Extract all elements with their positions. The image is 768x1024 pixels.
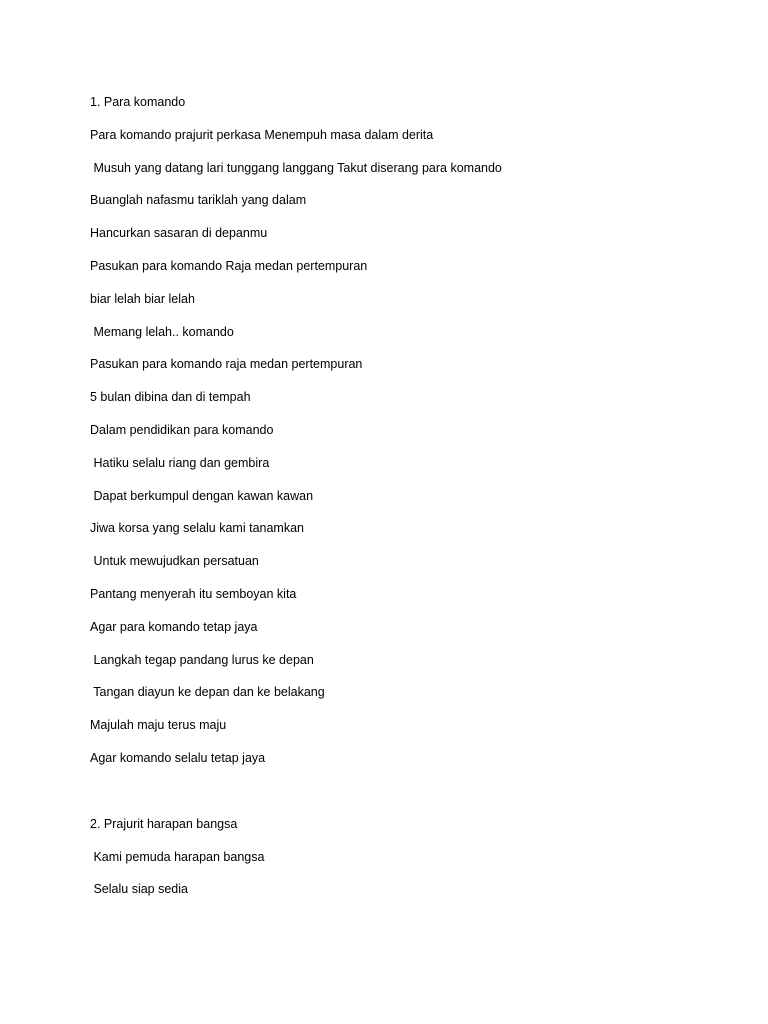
- song-title: 2. Prajurit harapan bangsa: [90, 816, 238, 831]
- lyric-line: Jiwa korsa yang selalu kami tanamkan: [90, 521, 304, 536]
- lyric-line: Pantang menyerah itu semboyan kita: [90, 586, 297, 601]
- lyric-line: Langkah tegap pandang lurus ke depan: [90, 652, 314, 667]
- lyric-line: Dapat berkumpul dengan kawan kawan: [90, 488, 314, 503]
- lyric-line: biar lelah biar lelah: [90, 291, 195, 306]
- lyric-line: Hancurkan sasaran di depanmu: [90, 226, 268, 241]
- lyric-line: Untuk mewujudkan persatuan: [90, 554, 259, 569]
- lyric-line: Pasukan para komando Raja medan pertempuran: [90, 258, 368, 273]
- lyric-line: Para komando prajurit perkasa Menempuh masa dalam derita: [90, 127, 434, 142]
- lyric-line: Hatiku selalu riang dan gembira: [90, 455, 270, 470]
- lyric-line: Memang lelah.. komando: [90, 324, 234, 339]
- lyric-line: Kami pemuda harapan bangsa: [90, 849, 265, 864]
- song-title: 1. Para komando: [90, 95, 186, 109]
- lyric-line: Selalu siap sedia: [90, 882, 188, 897]
- section-spacer: [90, 783, 730, 816]
- lyric-line: Tangan diayun ke depan dan ke belakang: [90, 685, 325, 700]
- lyric-line: Pasukan para komando raja medan pertempuran: [90, 357, 363, 372]
- document-body: [90, 94, 730, 914]
- lyric-line: 5 bulan dibina dan di tempah: [90, 390, 251, 405]
- lyric-line: Agar para komando tetap jaya: [90, 619, 258, 634]
- lyric-line: Agar komando selalu tetap jaya: [90, 750, 266, 765]
- lyric-line: Dalam pendidikan para komando: [90, 422, 274, 437]
- lyric-line: Majulah maju terus maju: [90, 718, 227, 733]
- lyric-line: Buanglah nafasmu tariklah yang dalam: [90, 193, 307, 208]
- lyric-line: Musuh yang datang lari tunggang langgang Takut diserang para komando: [90, 160, 502, 175]
